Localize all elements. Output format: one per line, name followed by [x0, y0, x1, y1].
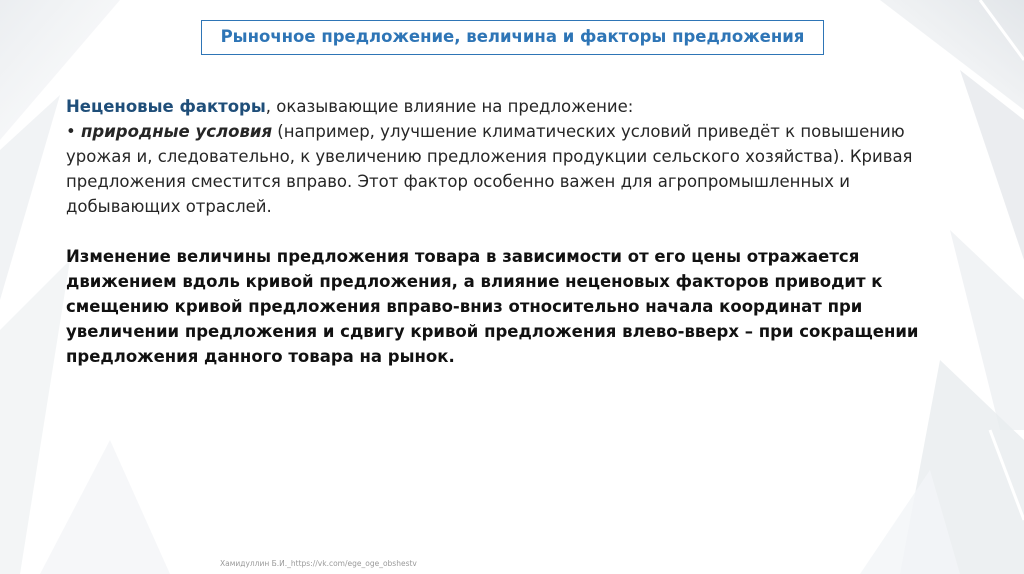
intro-line [66, 94, 966, 119]
slide-title: Рыночное предложение, величина и факторы предложения [220, 27, 805, 46]
footer-credit: Хамидуллин Б.И._https://vk.com/ege_oge_obshestv [220, 559, 417, 568]
paragraph-spacer [66, 219, 966, 244]
bullet-item [66, 119, 966, 219]
nonprice-factors-paragraph [66, 94, 966, 219]
intro-rest: , оказывающие влияние на предложение: [265, 97, 634, 116]
slide-content [66, 94, 966, 369]
bullet-rest: (например, улучшение климатических условий приведёт к повышению урожая и, следовательно, к увеличению предложения продукции сельского хозяйства). Кривая предложения сместится вправо. Этот фактор особенно важен для агропромышленных и добывающих отраслей. [66, 122, 913, 216]
bullet-bold: природные условия [80, 122, 273, 141]
title-box [201, 20, 824, 55]
conclusion-paragraph: Изменение величины предложения товара в зависимости от его цены отражается движением вдоль кривой предложения, а влияние неценовых факторов приводит к смещению кривой предложения вправо-вниз относительно начала координат при увеличении предложения и сдвигу кривой предложения влево-вверх – при сокращении предложения данного товара на рынок. [66, 247, 919, 366]
intro-bold: Неценовые факторы [66, 97, 266, 116]
bullet-mark: • [66, 122, 81, 141]
